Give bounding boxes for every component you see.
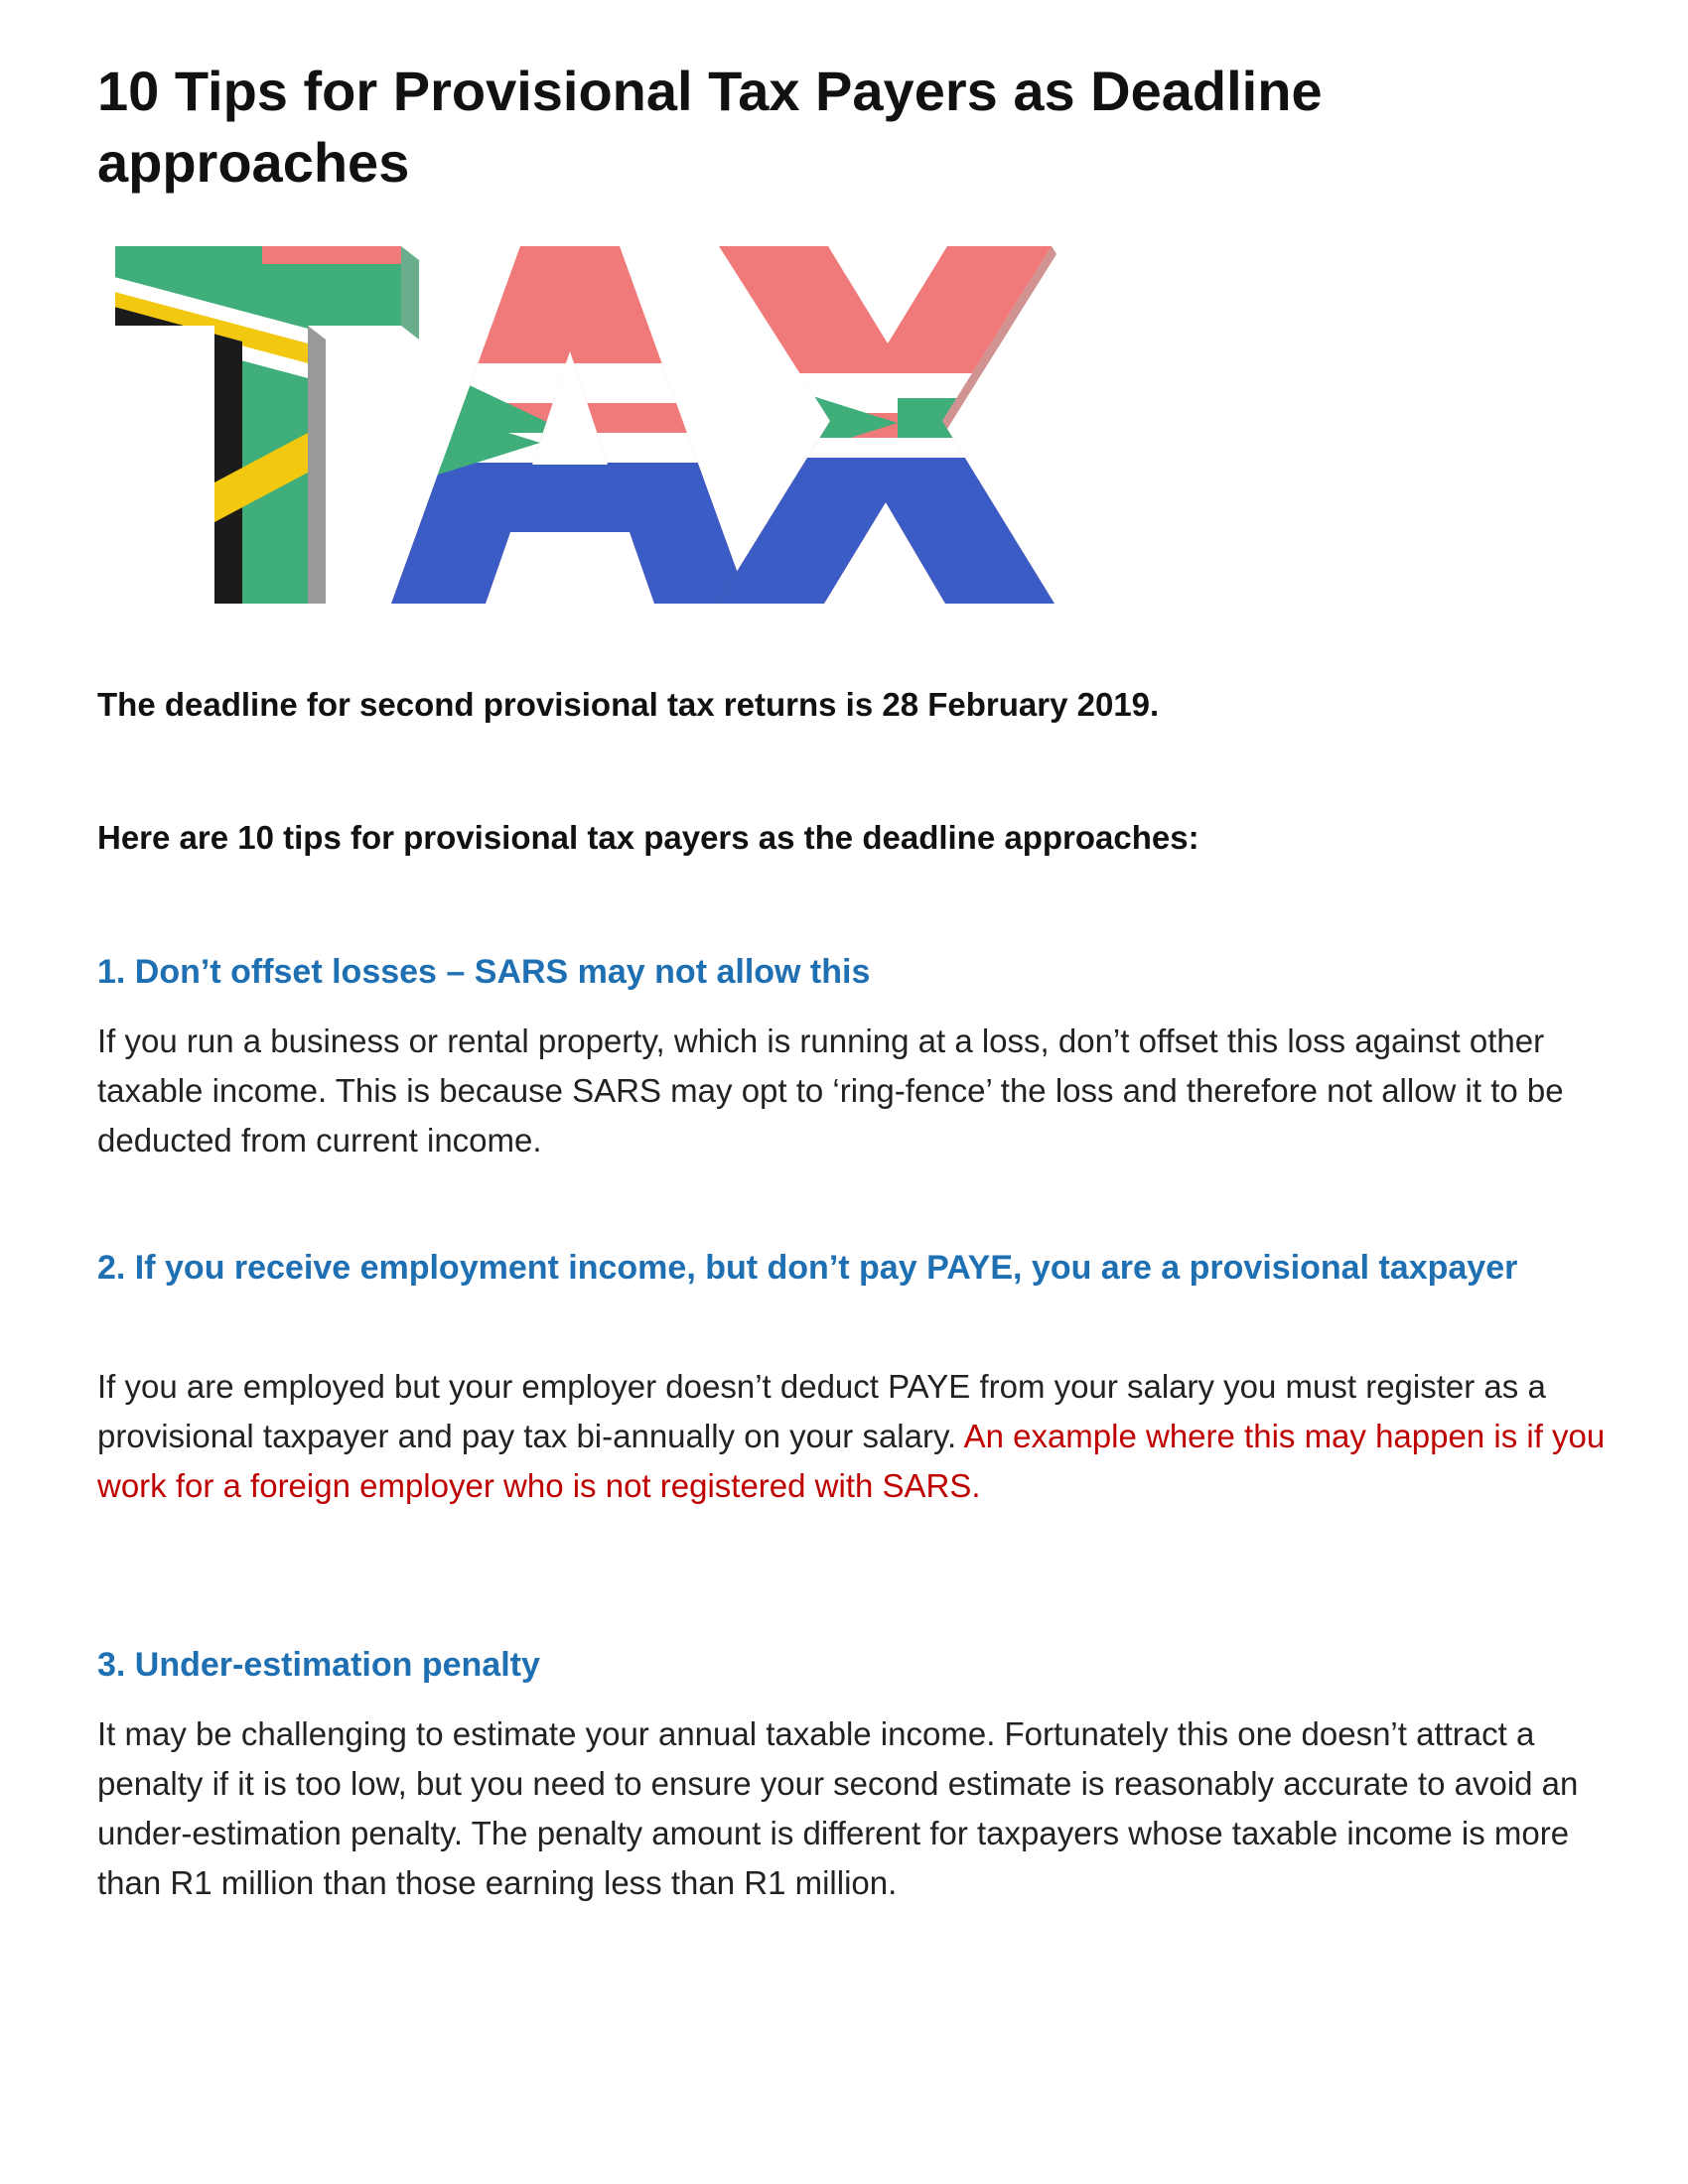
tip-3-body: It may be challenging to estimate your annual taxable income. Fortunately this one doesn’t attract a penalty if it is too low, but you need to ensure your second estimate is reasonably accurate to avoid an under-estimation penalty. The penalty amount is different for taxpayers whose taxable income is more than R1 million than those earning less than R1 million.	[97, 1715, 1579, 1901]
tip-2-heading: 2. If you receive employment income, but don’t pay PAYE, you are a provisional taxpayer	[97, 1249, 1518, 1287]
tip-1-body: If you run a business or rental property, which is running at a loss, don’t offset this loss against other taxable income. This is because SARS may opt to ‘ring-fence’ the loss and therefore not allow it to be deducted from current income.	[97, 1023, 1564, 1159]
page-title: 10 Tips for Provisional Tax Payers as Deadline approaches	[97, 60, 1323, 194]
tip-3-heading: 3. Under-estimation penalty	[97, 1646, 540, 1684]
tip-2-body-highlight: An example where this may happen is if you work for a foreign employer who is not registered with SARS.	[97, 1418, 1606, 1504]
tip-2-body-text: If you are employed but your employer doesn’t deduct PAYE from your salary you must register as a provisional taxpayer and pay tax bi-annually on your salary.	[97, 1368, 1546, 1454]
tip-1-heading: 1. Don’t offset losses – SARS may not allow this	[97, 953, 871, 991]
deadline-statement: The deadline for second provisional tax returns is 28 February 2019.	[97, 686, 1160, 723]
letter-a-shape	[381, 234, 759, 612]
letter-x-shape	[709, 234, 1056, 612]
intro-statement: Here are 10 tips for provisional tax payers as the deadline approaches:	[97, 819, 1199, 856]
tip-2-body	[97, 1362, 1607, 1511]
letter-t-shape	[103, 234, 421, 612]
tax-hero-image	[103, 234, 1056, 612]
